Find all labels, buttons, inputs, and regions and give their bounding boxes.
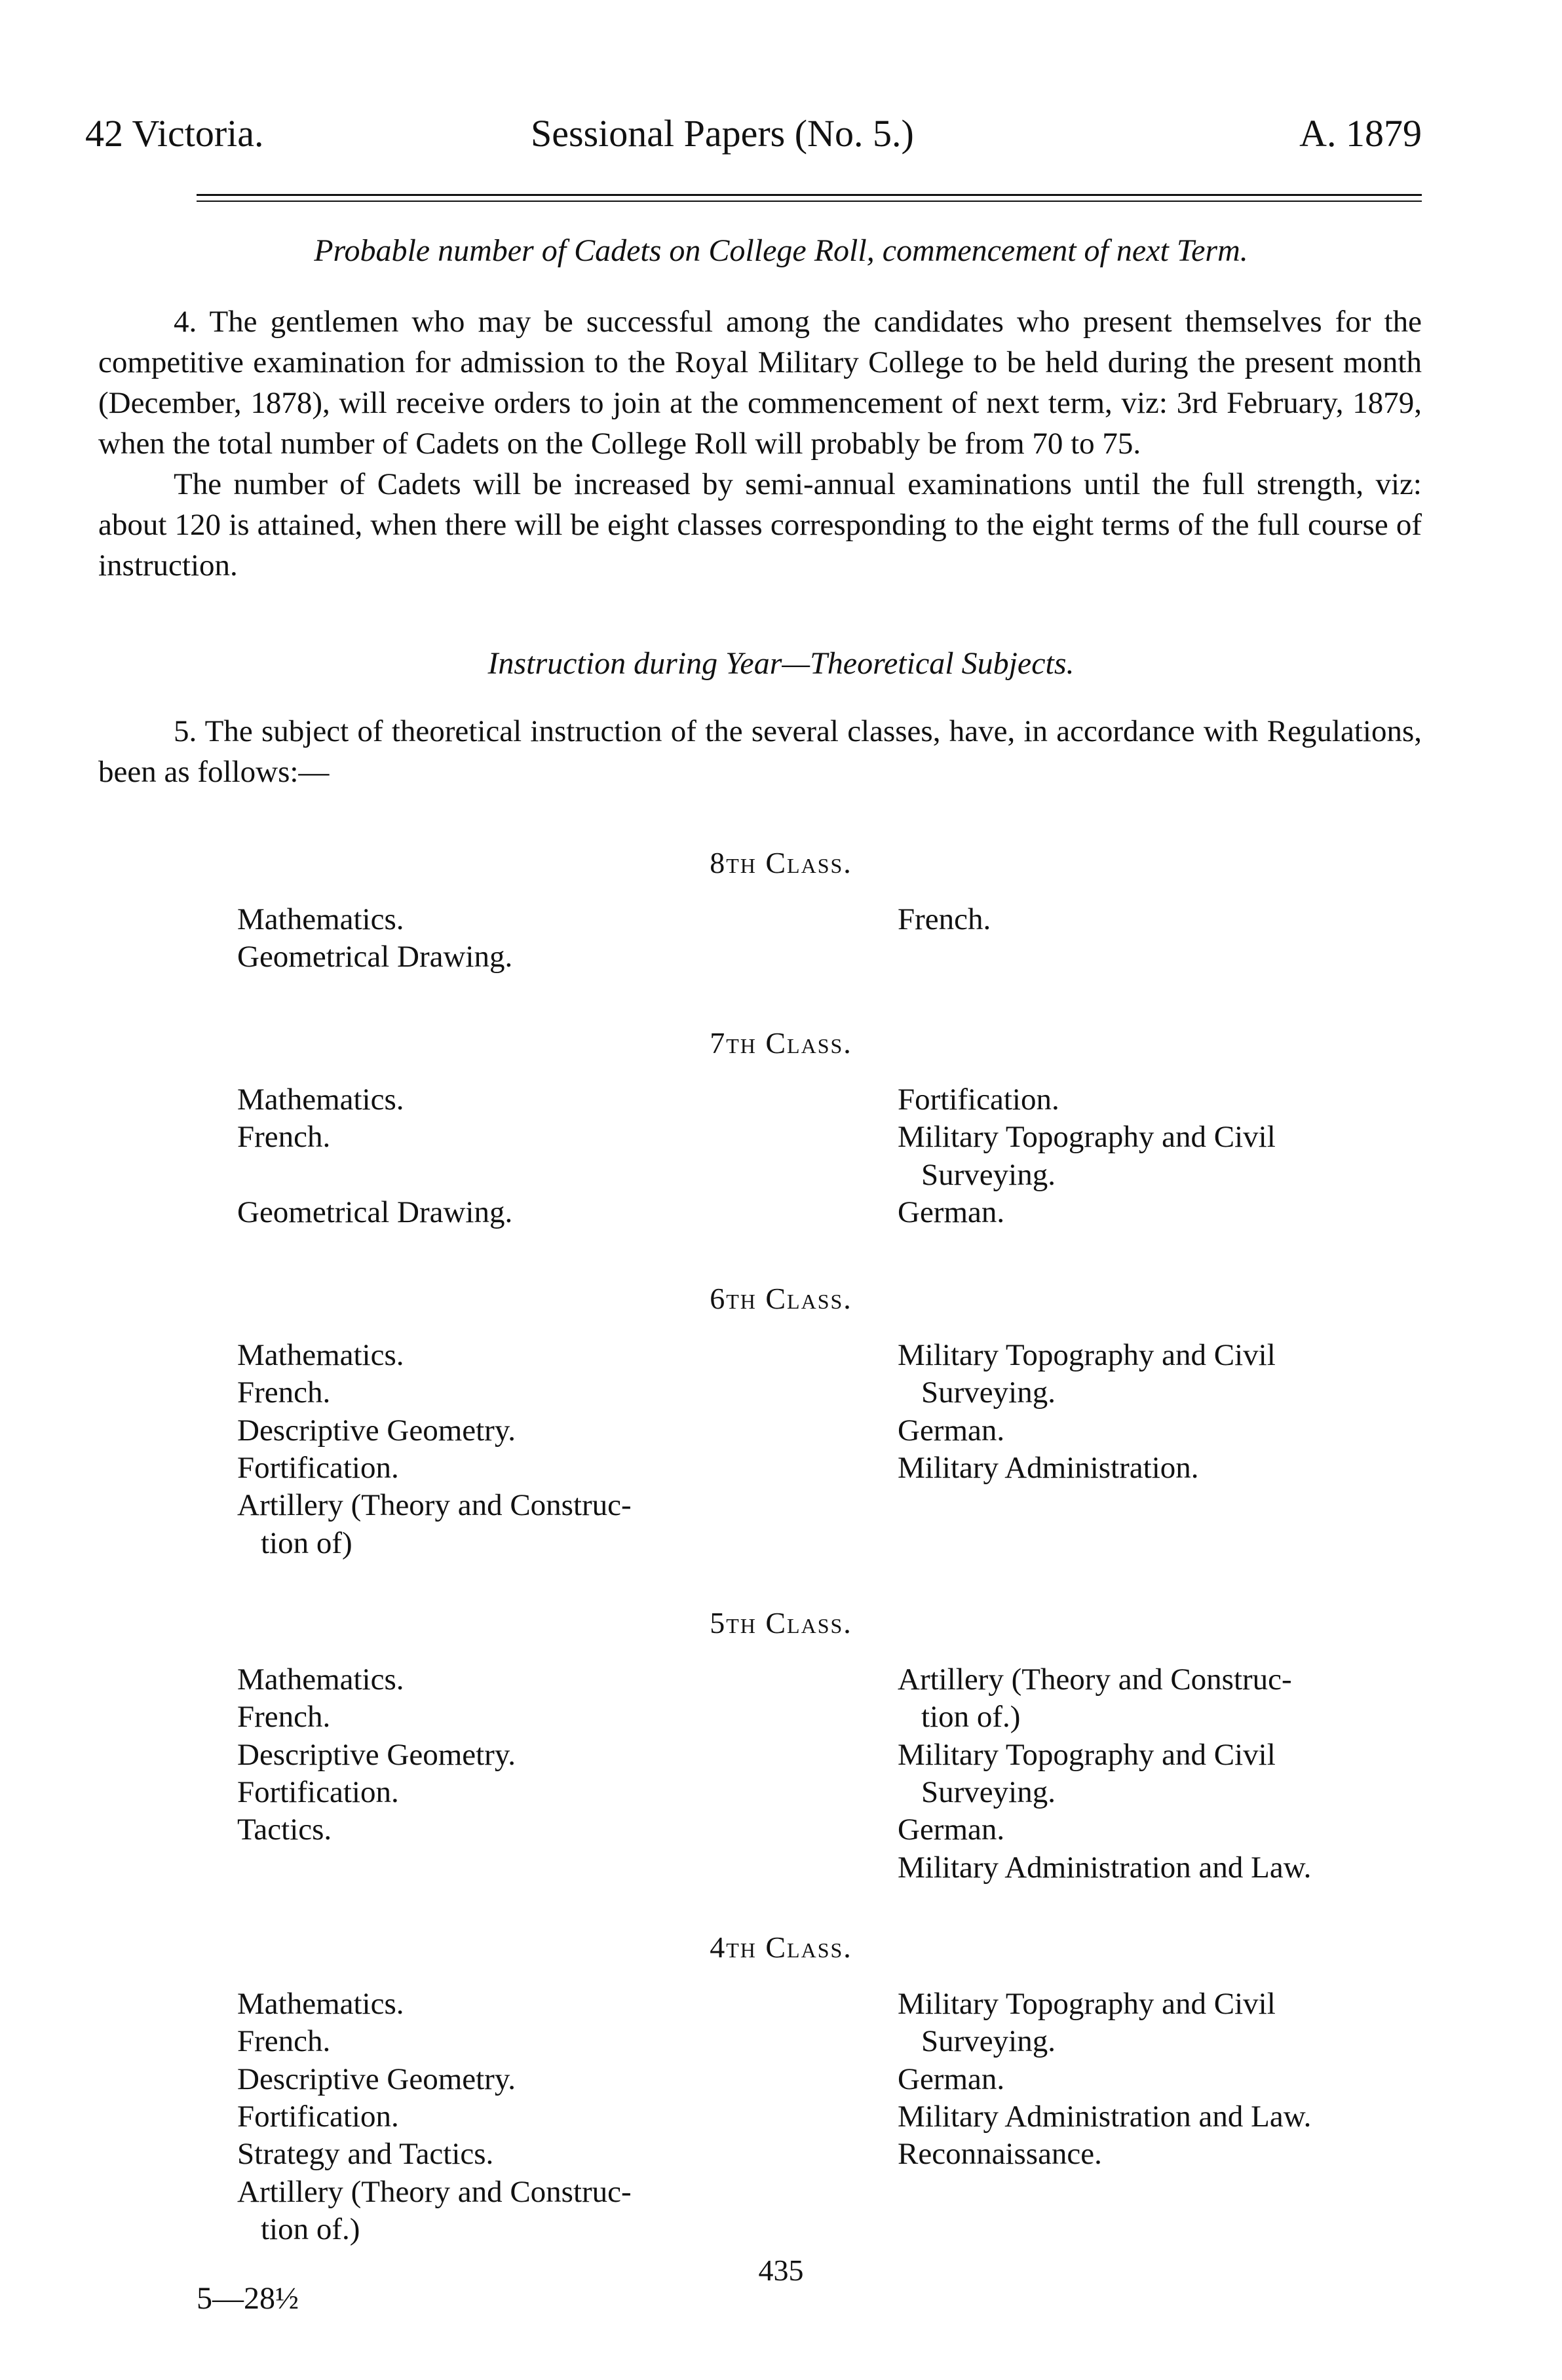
subject-label: Artillery (Theory and Construc- [898, 1662, 1292, 1697]
subject-label: Descriptive Geometry. [237, 1413, 516, 1448]
class-subjects-left [237, 1337, 761, 1562]
subject-label-continuation: Surveying. [921, 2024, 1056, 2059]
subject-item [237, 1412, 761, 1449]
subject-label: Artillery (Theory and Construc- [237, 2174, 632, 2209]
class-heading: 5th Class. [710, 1606, 852, 1640]
subject-item [237, 1337, 761, 1374]
subject-item [898, 1412, 1422, 1449]
subject-label: Tactics. [237, 1813, 332, 1847]
subject-label: French. [237, 2024, 331, 2059]
subject-item [237, 1374, 761, 1411]
subject-label-continuation: tion of) [261, 1526, 352, 1560]
subject-label: French. [237, 1700, 331, 1735]
class-heading: 4th Class. [710, 1930, 852, 1964]
class-subjects-right [898, 1661, 1422, 1887]
subject-item [898, 2061, 1422, 2098]
subject-label: French. [237, 1120, 331, 1155]
subject-label: Military Topography and Civil [898, 1120, 1276, 1155]
subject-label: Fortification. [237, 1775, 399, 1809]
subject-item [898, 1194, 1422, 1231]
printer-signature: 5—28½ [197, 2281, 299, 2316]
subject-item [237, 1661, 761, 1699]
subject-label: Strategy and Tactics. [237, 2137, 494, 2172]
subject-item [237, 1157, 761, 1194]
subject-item [237, 1449, 761, 1487]
subject-item [237, 1699, 761, 1736]
subject-item [237, 1119, 761, 1156]
subject-label: French. [237, 1375, 331, 1410]
subject-item [898, 1081, 1422, 1119]
subject-item [898, 1737, 1422, 1812]
subject-item [898, 1661, 1422, 1737]
subject-item [898, 1986, 1422, 2061]
header-rule [197, 194, 1422, 196]
section-4-body [98, 301, 1422, 586]
subject-item [237, 2061, 761, 2098]
class-subjects-right [898, 1337, 1422, 1487]
section-4-paragraph-1: 4. The gentlemen who may be successful among the candidates who present themselves for the competitive examination for admission to the Royal Military College to be held during the present month (December, 1878), will receive orders to join at the commencement of next term, viz: 3rd February, 1879, when the total number of Cadets on the College Roll will probably be from 70 to 75. [98, 305, 1422, 461]
section-5-heading: Instruction during Year—Theoretical Subjects. [487, 646, 1075, 681]
subject-label: German. [898, 1813, 1005, 1847]
class-subjects-left [237, 1081, 761, 1231]
subject-item [898, 2136, 1422, 2173]
subject-label: Mathematics. [237, 1662, 404, 1697]
subject-label-continuation: tion of.) [261, 2212, 360, 2246]
section-5-paragraph: 5. The subject of theoretical instruction of the several classes, have, in accordance with Regulations, been as follows:— [98, 714, 1422, 790]
subject-label: Mathematics. [237, 1338, 404, 1372]
subject-item [237, 2136, 761, 2173]
subject-label: Geometrical Drawing. [237, 1195, 513, 1229]
subject-label: Reconnaissance. [898, 2137, 1102, 2172]
subject-label: Fortification. [237, 2099, 399, 2134]
subject-item [237, 901, 761, 938]
subject-label: German. [898, 2062, 1005, 2096]
subject-label: Descriptive Geometry. [237, 1737, 516, 1772]
subject-label-continuation: Surveying. [921, 1375, 1056, 1410]
page-header [85, 111, 1422, 164]
subject-label: Military Topography and Civil [898, 1338, 1276, 1372]
subject-label-continuation: Surveying. [921, 1775, 1056, 1809]
subject-label: Mathematics. [237, 902, 404, 936]
subject-item [237, 2174, 761, 2249]
subject-item [898, 1119, 1422, 1194]
class-subjects-left [237, 1986, 761, 2248]
subject-item [237, 938, 761, 976]
subject-label: German. [898, 1195, 1005, 1229]
subject-item [237, 1487, 761, 1562]
subject-item [898, 1337, 1422, 1412]
class-subjects-right [898, 901, 1422, 938]
class-heading: 6th Class. [710, 1282, 852, 1315]
header-year: A. 1879 [1299, 112, 1422, 155]
subject-label: Military Administration and Law. [898, 1850, 1312, 1885]
subject-label-continuation: Surveying. [921, 1157, 1056, 1192]
subject-label: Geometrical Drawing. [237, 940, 513, 974]
subject-label: Military Topography and Civil [898, 1987, 1276, 2021]
subject-label-continuation: tion of.) [921, 1700, 1021, 1735]
subject-label: Mathematics. [237, 1987, 404, 2021]
subject-label: French. [898, 902, 991, 936]
subject-item [237, 1081, 761, 1119]
subject-item [237, 1194, 761, 1231]
section-4-paragraph-2: The number of Cadets will be increased by semi-annual examinations until the full strength, viz: about 120 is attained, when there will be eight classes corresponding to the eight terms of the full course of instruction. [98, 467, 1422, 583]
subject-label: Military Administration and Law. [898, 2099, 1312, 2134]
subject-item [237, 1774, 761, 1811]
subject-label: Artillery (Theory and Construc- [237, 1488, 632, 1523]
section-4-heading: Probable number of Cadets on College Roll, commencement of next Term. [314, 233, 1248, 268]
subject-item [237, 1986, 761, 2023]
class-heading: 7th Class. [710, 1026, 852, 1060]
subject-item [898, 1849, 1422, 1887]
class-subjects-right [898, 1081, 1422, 1231]
subject-item [898, 1449, 1422, 1487]
subject-label: Fortification. [237, 1450, 399, 1485]
class-subjects-left [237, 901, 761, 976]
subject-item [237, 2023, 761, 2060]
class-heading: 8th Class. [710, 846, 852, 879]
subject-item [237, 1737, 761, 1774]
subject-item [898, 1811, 1422, 1849]
subject-item [898, 901, 1422, 938]
subject-label: Mathematics. [237, 1083, 404, 1117]
header-volume: 42 Victoria. [85, 112, 264, 155]
section-5-body [98, 711, 1422, 792]
class-subjects-right [898, 1986, 1422, 2174]
page-number: 435 [758, 2254, 804, 2287]
header-title: Sessional Papers (No. 5.) [531, 112, 914, 155]
subject-label: German. [898, 1413, 1005, 1448]
subject-label: Military Administration. [898, 1450, 1199, 1485]
header-rule-thin [197, 201, 1422, 202]
subject-item [237, 2098, 761, 2136]
subject-label: Fortification. [898, 1083, 1059, 1117]
subject-item [237, 1811, 761, 1849]
subject-label: Descriptive Geometry. [237, 2062, 516, 2096]
subject-label: Military Topography and Civil [898, 1737, 1276, 1772]
class-subjects-left [237, 1661, 761, 1849]
subject-item [898, 2098, 1422, 2136]
